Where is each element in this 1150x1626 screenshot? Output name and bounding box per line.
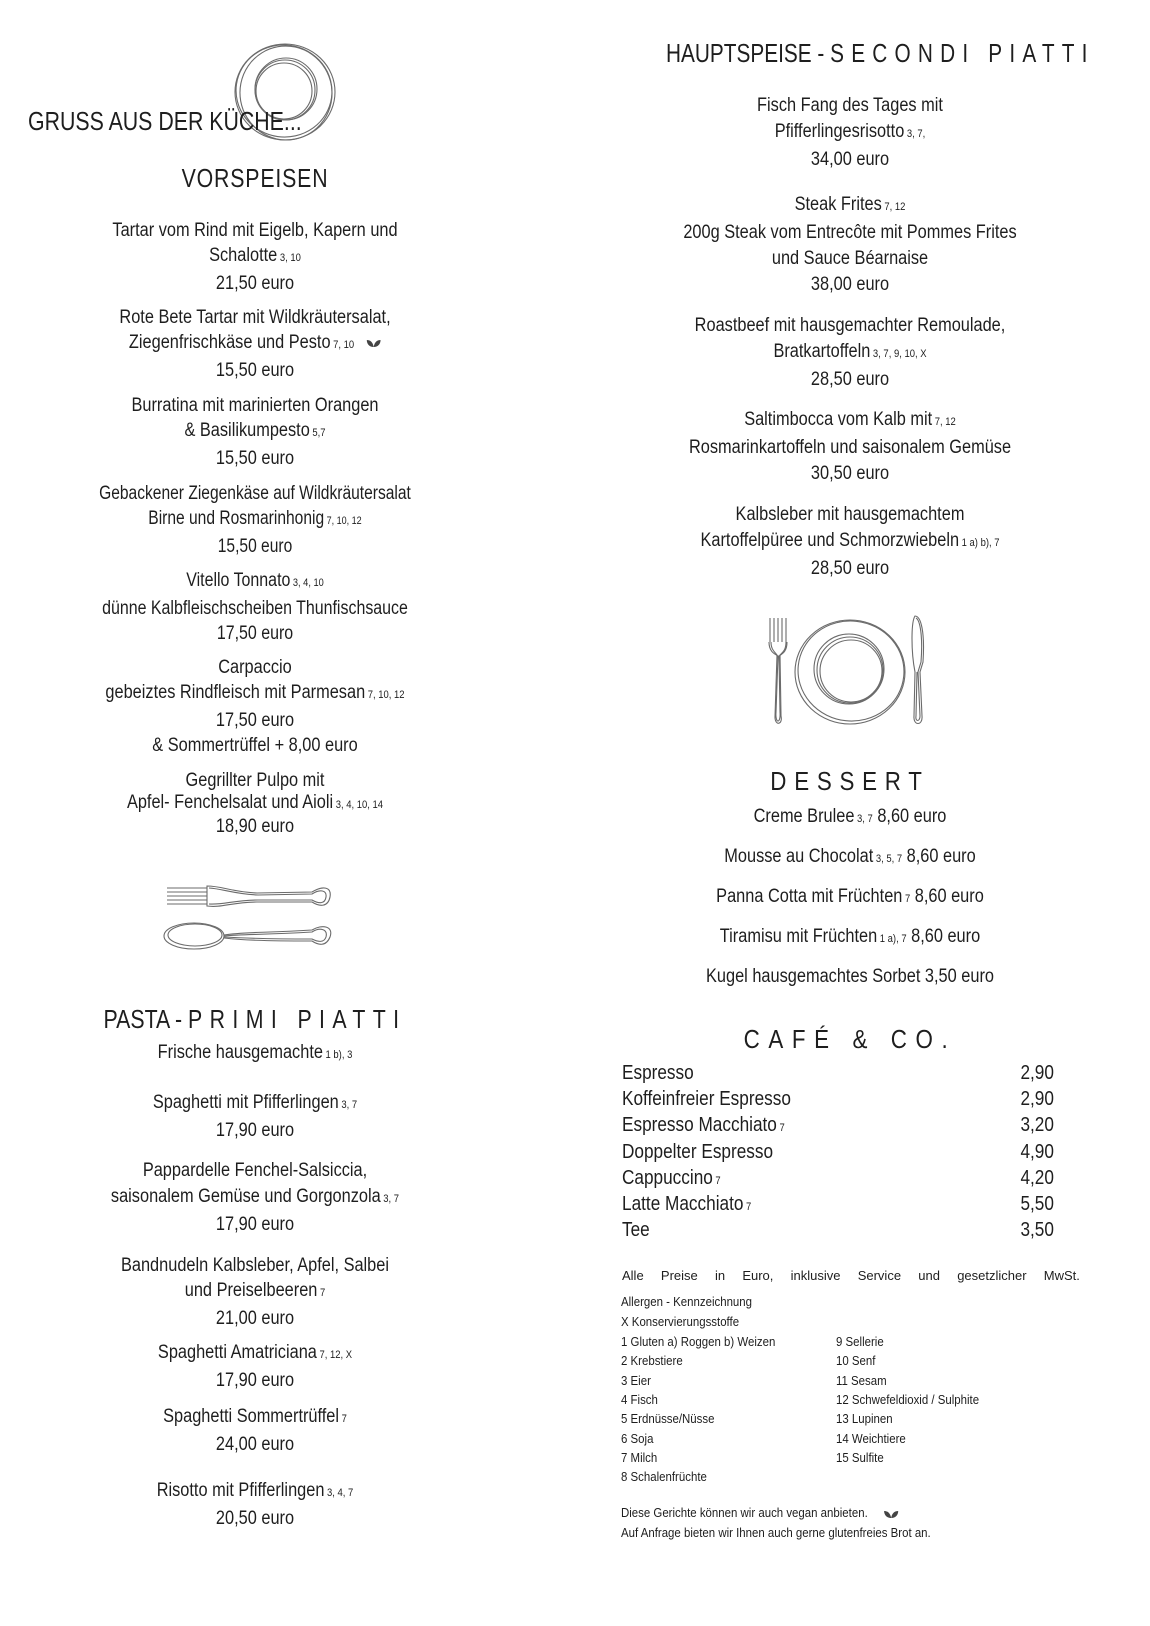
allergen-entry: 14 Weichtiere: [836, 1430, 906, 1446]
konservierung-note: X Konservierungsstoffe: [621, 1314, 740, 1329]
menu-item: Saltimbocca vom Kalb mit 7, 12 Rosmarinkartoffeln und saisonalem Gemüse 30,50 euro: [688, 409, 1012, 484]
menu-item: Gebackener Ziegenkäse auf Wildkräutersalat Birne und Rosmarinhonig 7, 10, 12 15,50 euro: [99, 483, 411, 557]
hauptspeise-heading: HAUPTSPEISE - SECONDI PIATTI: [666, 38, 1095, 68]
allergen-entry: 10 Senf: [836, 1353, 876, 1369]
cafe-item-price: 4,90: [1020, 1140, 1054, 1163]
allergen-entry: 12 Schwefeldioxid / Sulphite: [836, 1391, 980, 1407]
menu-item: Gegrillter Pulpo mit Apfel- Fenchelsalat und Aioli 3, 4, 10, 14 18,90 euro: [126, 770, 384, 837]
cafe-item-price: 3,20: [1020, 1114, 1054, 1137]
fork-spoon-sketch-icon: [162, 880, 337, 955]
dessert-item: Creme Brulee 3, 7 8,60 euro: [753, 806, 947, 827]
cafe-item: [622, 1062, 1054, 1085]
gluten-note: Auf Anfrage bieten wir Ihnen auch gerne glutenfreies Brot an.: [621, 1525, 931, 1540]
menu-item: Rote Bete Tartar mit Wildkräutersalat, Ziegenfrischkäse und Pesto 7, 10 15,50 euro: [119, 307, 391, 381]
menu-item: Risotto mit Pfifferlingen 3, 4, 7 20,50 euro: [156, 1480, 354, 1529]
cafe-item-price: 2,90: [1020, 1062, 1054, 1084]
allergen-entry: 9 Sellerie: [836, 1334, 884, 1349]
cafe-item-name: Tee: [622, 1219, 650, 1242]
menu-item: Spaghetti mit Pfifferlingen 3, 7 17,90 euro: [152, 1092, 358, 1141]
cafe-item-price: 3,50: [1020, 1219, 1054, 1242]
dessert-item: Mousse au Chocolat 3, 5, 7 8,60 euro: [724, 846, 976, 867]
menu-item: Carpaccio gebeiztes Rindfleisch mit Parmesan 7, 10, 12 17,50 euro & Sommertrüffel + 8,00 euro: [105, 657, 405, 756]
cafe-heading: CAFÉ & CO.: [743, 1024, 957, 1054]
allergen-entry: 11 Sesam: [836, 1372, 887, 1388]
cafe-item-name: Doppelter Espresso: [622, 1140, 774, 1163]
plate-cutlery-sketch-icon: [765, 612, 935, 732]
cafe-item-name: Cappuccino: [622, 1166, 713, 1189]
allergen-code: 7: [779, 1122, 785, 1135]
vegan-note: Diese Gerichte können wir auch vegan anbieten.: [621, 1503, 899, 1523]
cafe-item: [622, 1193, 1054, 1216]
cafe-item: [622, 1141, 1054, 1164]
allergen-entry: 13 Lupinen: [836, 1411, 893, 1427]
pasta-subheading: Frische hausgemachte 1 b), 3: [157, 1042, 353, 1063]
cafe-item-price: 4,20: [1020, 1166, 1054, 1189]
menu-item: Spaghetti Sommertrüffel 7 24,00 euro: [163, 1406, 347, 1455]
cafe-item: [622, 1114, 1054, 1137]
allergen-code: 7: [746, 1201, 752, 1213]
allergen-entry: 3 Eier: [621, 1372, 651, 1388]
pasta-heading: PASTA - PRIMI PIATTI: [103, 1004, 407, 1034]
cafe-item-name: Espresso Macchiato: [622, 1114, 777, 1137]
vegan-leaf-icon: [883, 1509, 899, 1519]
cafe-item-price: 2,90: [1020, 1088, 1054, 1111]
allergen-entry: 2 Krebstiere: [621, 1353, 683, 1369]
menu-item: Burratina mit marinierten Orangen & Basilikumpesto 5,7 15,50 euro: [131, 395, 379, 469]
menu-item: Steak Frites 7, 12 200g Steak vom Entrecôte mit Pommes Frites und Sauce Béarnaise 38,00 euro: [683, 194, 1017, 295]
cafe-item-price: 5,50: [1020, 1193, 1054, 1215]
dessert-heading: DESSERT: [770, 766, 930, 796]
gruss-heading: GRUSS AUS DER KÜCHE...: [28, 106, 302, 136]
menu-item: Pappardelle Fenchel-Salsiccia, saisonalem Gemüse und Gorgonzola 3, 7 17,90 euro: [110, 1160, 400, 1235]
price-note: Alle Preise in Euro, inklusive Service und gesetzlicher MwSt.: [622, 1268, 1080, 1283]
menu-item: Roastbeef mit hausgemachter Remoulade, Bratkartoffeln 3, 7, 9, 10, X 28,50 euro: [694, 315, 1006, 390]
allergen-entry: 5 Erdnüsse/Nüsse: [621, 1411, 715, 1427]
dessert-item: Tiramisu mit Früchten 1 a), 7 8,60 euro: [719, 926, 981, 947]
allergen-entry: 1 Gluten a) Roggen b) Weizen: [621, 1334, 776, 1349]
allergen-entry: 7 Milch: [621, 1449, 658, 1465]
menu-item: Vitello Tonnato 3, 4, 10 dünne Kalbfleischscheiben Thunfischsauce 17,50 euro: [102, 570, 408, 644]
menu-item: Spaghetti Amatriciana 7, 12, X 17,90 euro: [157, 1342, 353, 1391]
dessert-item: Kugel hausgemachtes Sorbet 3,50 euro: [706, 966, 994, 987]
allergen-entry: 15 Sulfite: [836, 1449, 884, 1465]
cafe-item: [622, 1219, 1054, 1242]
allergen-entry: 8 Schalenfrüchte: [621, 1469, 707, 1485]
menu-item: Fisch Fang des Tages mit Pfifferlingesrisotto 3, 7, 34,00 euro: [757, 95, 943, 170]
cafe-item: [622, 1088, 1054, 1111]
menu-item: Kalbsleber mit hausgemachtem Kartoffelpüree und Schmorzwiebeln 1 a) b), 7 28,50 euro: [700, 504, 1000, 579]
cafe-item-name: Latte Macchiato: [622, 1193, 744, 1215]
allergen-entry: 4 Fisch: [621, 1391, 658, 1407]
dessert-item: Panna Cotta mit Früchten 7 8,60 euro: [716, 886, 984, 907]
allergen-code: 7: [715, 1174, 721, 1187]
cafe-item-name: Espresso: [622, 1062, 694, 1084]
allergen-title: Allergen - Kennzeichnung: [621, 1294, 753, 1309]
menu-item: Tartar vom Rind mit Eigelb, Kapern und Schalotte 3, 10 21,50 euro: [112, 220, 398, 294]
vegan-leaf-icon: [366, 338, 381, 348]
cafe-item-name: Koffeinfreier Espresso: [622, 1088, 791, 1111]
vorspeisen-heading: VORSPEISEN: [181, 163, 329, 193]
cafe-item: [622, 1167, 1054, 1190]
menu-item: Bandnudeln Kalbsleber, Apfel, Salbei und Preiselbeeren 7 21,00 euro: [120, 1255, 389, 1329]
allergen-entry: 6 Soja: [621, 1430, 654, 1446]
